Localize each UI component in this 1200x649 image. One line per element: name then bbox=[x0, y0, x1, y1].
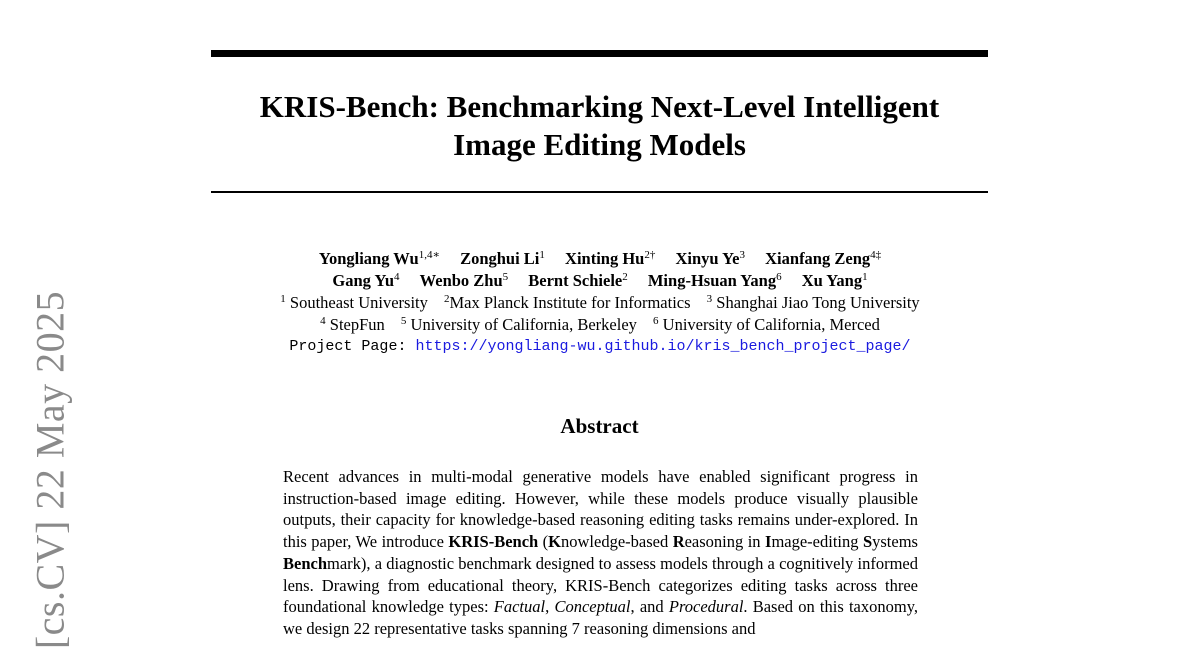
title-line-2: Image Editing Models bbox=[453, 127, 746, 162]
abstract-heading: Abstract bbox=[560, 414, 639, 438]
project-page-link[interactable]: https://yongliang-wu.github.io/kris_bench_project_page/ bbox=[415, 338, 911, 355]
paper-title bbox=[211, 88, 988, 164]
project-page-label: Project Page: bbox=[289, 338, 407, 355]
affiliation: $^1$ Southeast University bbox=[280, 293, 428, 312]
affiliation: $^3$ Shanghai Jiao Tong University bbox=[706, 293, 920, 312]
author: Xinting $Hu^{2\dagger}$ bbox=[565, 249, 656, 268]
arxiv-side-stamp: [cs.CV] 22 May 2025 bbox=[27, 290, 73, 649]
affiliation: $^5$ University of California, Berkeley bbox=[400, 315, 637, 334]
author: Xinyu Ye$^3$ bbox=[675, 249, 746, 268]
author-row-1 bbox=[150, 248, 1050, 270]
abstract-text: Recent advances in multi-modal generative models have enabled significant progress in instruction-based image editing. However, while these models produce visually plausible outputs, their capacity for knowledge-based reasoning editing tasks remains under-explored. In this paper, We introduce KRIS-Bench (Knowledge-based Reasoning in Image-editing Systems Benchmark), a diagnostic benchmark designed to assess models through a cognitively informed lens. Drawing from educational theory, KRIS-Bench categorizes editing tasks across three foundational knowledge types: Factual, Conceptual, and Procedural. Based on this taxonomy, we design 22 representative tasks spanning 7 reasoning dimensions and bbox=[283, 467, 919, 638]
author: Ming-Hsuan Yang$^6$ bbox=[647, 271, 782, 290]
author: Yongliang $Wu^{1,4∗}$ bbox=[318, 249, 440, 268]
knowledge-type-procedural: Procedural bbox=[668, 597, 744, 617]
title-bottom-rule bbox=[211, 191, 988, 193]
author: Xianfang Zeng$^{4\ddagger}$ bbox=[765, 249, 882, 268]
author: Gang Yu$^4$ bbox=[332, 271, 400, 290]
author: Bernt Schiele$^2$ bbox=[528, 271, 628, 290]
affiliation-row-2 bbox=[150, 314, 1050, 336]
author: Zonghui Li$^1$ bbox=[460, 249, 545, 268]
author: Xu Yang$^1$ bbox=[801, 271, 868, 290]
affiliation: $^2$Max Planck Institute for Informatics bbox=[444, 293, 691, 312]
author-block bbox=[150, 248, 1050, 358]
affiliation-row-1 bbox=[150, 292, 1050, 314]
knowledge-type-conceptual: Conceptual bbox=[554, 597, 631, 617]
author: Wenbo Zhu$^5$ bbox=[419, 271, 509, 290]
affiliation: $^4$ StepFun bbox=[320, 315, 385, 334]
author-row-2 bbox=[150, 270, 1050, 292]
title-line-1: KRIS-Bench: Benchmarking Next-Level Intelligent bbox=[259, 89, 940, 124]
benchmark-name: KRIS-Bench bbox=[448, 532, 539, 552]
title-top-rule bbox=[211, 50, 988, 57]
project-page-line bbox=[150, 336, 1050, 358]
affiliation: $^6$ University of California, Merced bbox=[653, 315, 880, 334]
knowledge-type-factual: Factual bbox=[493, 597, 546, 617]
